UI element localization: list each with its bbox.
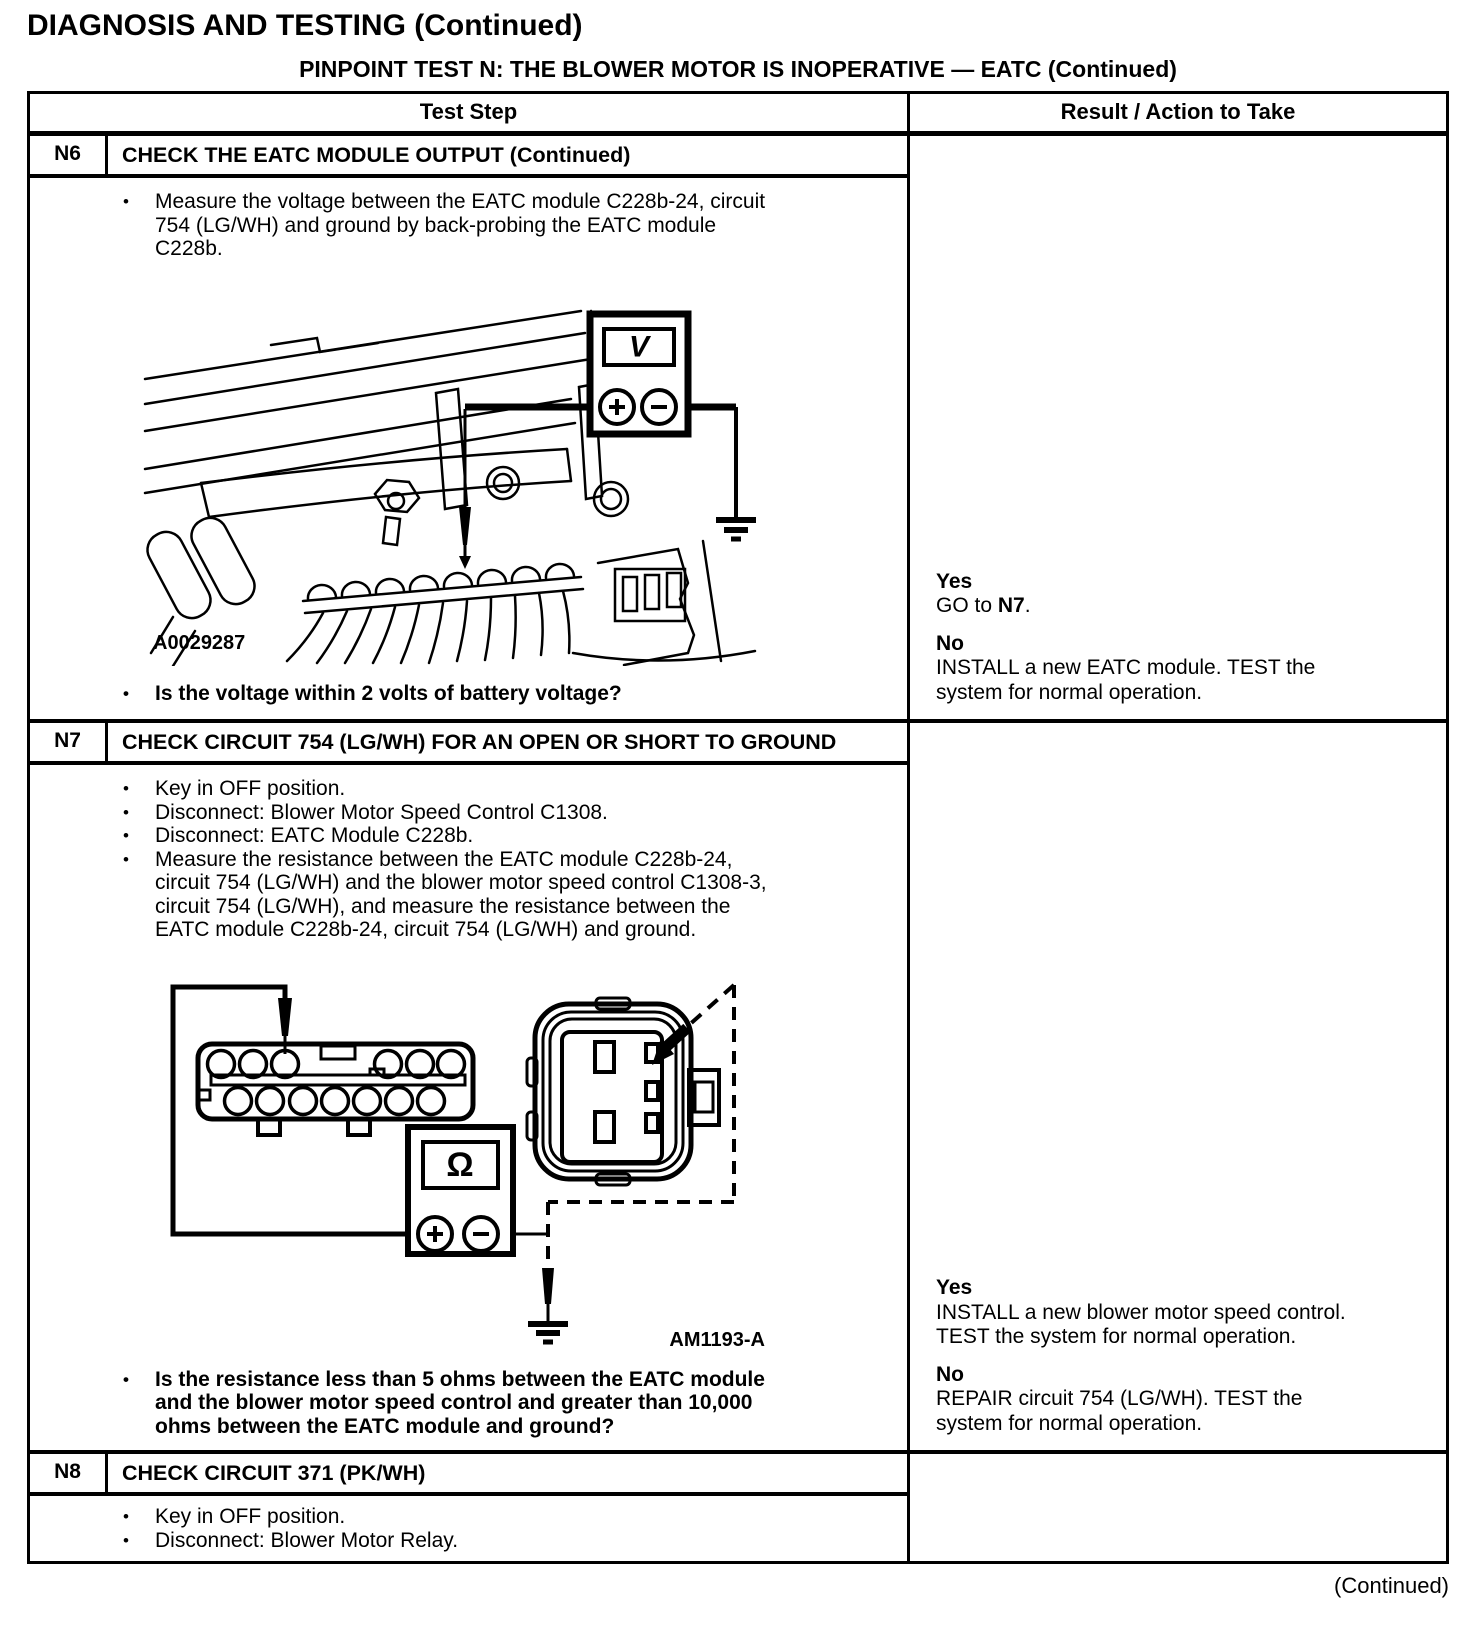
pinpoint-test-table	[27, 91, 1449, 1564]
pinpoint-test-subtitle: PINPOINT TEST N: THE BLOWER MOTOR IS INOPERATIVE — EATC (Continued)	[299, 56, 1177, 82]
n6-figure-voltmeter-backprobe	[143, 301, 907, 666]
n7-question-bullet	[123, 1368, 907, 1439]
action-step-ref: N7	[997, 594, 1025, 617]
n6-question-bullet	[123, 682, 907, 706]
bullet-icon: •	[123, 683, 129, 703]
n7-yes-action: INSTALL a new blower motor speed control. TEST the system for normal operation.	[936, 1300, 1346, 1348]
n7-instruction-bullet	[123, 824, 907, 848]
n8-step-body	[30, 1496, 907, 1561]
n6-yes-verdict: Yes	[936, 569, 973, 593]
plus-terminal	[418, 1217, 452, 1251]
bullet-icon: •	[123, 779, 129, 798]
n6-instruction-bullet	[123, 190, 907, 261]
n7-instruction-text: Key in OFF position.	[155, 777, 346, 800]
n7-question-text: Is the resistance less than 5 ohms between the EATC module and the blower motor speed control and greater than 10,000 ohms between the EATC module and ground?	[155, 1367, 765, 1438]
plus-terminal	[600, 390, 634, 424]
column-header-result: Result / Action to Take	[1060, 99, 1296, 124]
ohmmeter-connectors-illustration	[153, 962, 773, 1354]
ohmmeter	[408, 1127, 548, 1254]
n7-instruction-text: Measure the resistance between the EATC module C228b-24, circuit 754 (LG/WH) and the blower motor speed control C1308-3, circuit 754 (LG/WH), and measure the resistance between the EATC module C228b-24, circuit 754 (LG/WH) and ground.	[155, 847, 767, 941]
n6-yes-action	[936, 594, 1351, 619]
n6-test-step-cell	[30, 136, 910, 719]
voltmeter-backprobe-illustration	[143, 301, 763, 666]
continued-footer: (Continued)	[1334, 1573, 1449, 1598]
ground-probe	[542, 1268, 554, 1322]
n7-no-verdict: No	[936, 1362, 964, 1386]
n7-title-row	[30, 723, 907, 765]
n8-instruction-text: Key in OFF position.	[155, 1505, 346, 1528]
n6-result-cell	[910, 136, 1446, 719]
n8-title-row	[30, 1454, 907, 1496]
test-step-n8	[30, 1450, 1446, 1561]
ohmmeter-display-symbol: Ω	[446, 1145, 474, 1184]
n7-step-body	[30, 765, 907, 1450]
page-title: DIAGNOSIS AND TESTING (Continued)	[27, 9, 583, 42]
eatc-module-connector	[198, 1044, 473, 1135]
n6-title-row	[30, 136, 907, 178]
n6-step-body	[30, 178, 907, 719]
n7-yes-verdict: Yes	[936, 1276, 973, 1299]
voltmeter-display-symbol: V	[628, 330, 650, 363]
column-header-test-step: Test Step	[30, 94, 910, 131]
n7-instruction-text: Disconnect: EATC Module C228b.	[155, 824, 474, 847]
bullet-icon: •	[123, 849, 129, 869]
n7-result-cell	[910, 723, 1446, 1450]
bullet-icon: •	[123, 1369, 129, 1389]
table-header-row	[30, 94, 1446, 136]
n8-instruction-text: Disconnect: Blower Motor Relay.	[155, 1528, 459, 1552]
n6-no-verdict: No	[936, 631, 964, 655]
n6-question-text: Is the voltage within 2 volts of battery voltage?	[155, 681, 622, 705]
minus-terminal	[642, 390, 676, 424]
n7-instruction-bullet	[123, 848, 907, 942]
n8-instruction-bullet	[123, 1529, 907, 1553]
voltmeter	[590, 314, 688, 434]
n8-instruction-bullet	[123, 1505, 907, 1529]
minus-terminal	[464, 1217, 498, 1251]
n6-instruction-text: Measure the voltage between the EATC module C228b-24, circuit 754 (LG/WH) and ground by back-probing the EATC module C228b.	[155, 190, 766, 260]
action-text: .	[1024, 594, 1031, 617]
n8-step-number: N8	[30, 1454, 108, 1492]
bullet-icon: •	[123, 1530, 129, 1550]
n7-test-step-cell	[30, 723, 910, 1450]
n7-step-title: CHECK CIRCUIT 754 (LG/WH) FOR AN OPEN OR SHORT TO GROUND	[122, 730, 837, 754]
test-step-n7	[30, 719, 1446, 1450]
n6-step-number: N6	[30, 136, 108, 174]
n6-no-action: INSTALL a new EATC module. TEST the system for normal operation.	[936, 656, 1316, 704]
figure-label: A0029287	[153, 631, 246, 654]
n8-test-step-cell	[30, 1454, 910, 1561]
n7-instruction-bullet	[123, 801, 907, 825]
n8-step-title: CHECK CIRCUIT 371 (PK/WH)	[122, 1461, 426, 1485]
bullet-icon: •	[123, 192, 129, 211]
ground-symbol	[528, 1324, 568, 1342]
test-probe	[459, 507, 471, 569]
test-step-n6	[30, 136, 1446, 719]
n7-instruction-text: Disconnect: Blower Motor Speed Control C1308.	[155, 800, 608, 824]
bullet-icon: •	[123, 802, 129, 822]
n8-result-cell	[910, 1454, 1446, 1561]
ground-symbol	[716, 520, 756, 539]
n7-step-number: N7	[30, 723, 108, 761]
n7-figure-ohmmeter-connectors	[153, 962, 907, 1354]
bullet-icon: •	[123, 1507, 129, 1526]
n7-no-action: REPAIR circuit 754 (LG/WH). TEST the system for normal operation.	[936, 1387, 1303, 1435]
n7-instruction-bullet	[123, 777, 907, 801]
bullet-icon: •	[123, 826, 129, 845]
n6-step-title: CHECK THE EATC MODULE OUTPUT (Continued)	[122, 143, 631, 167]
blower-speed-control-connector	[527, 998, 719, 1185]
action-text: GO to	[936, 594, 998, 617]
figure-label: AM1193-A	[669, 1328, 765, 1351]
